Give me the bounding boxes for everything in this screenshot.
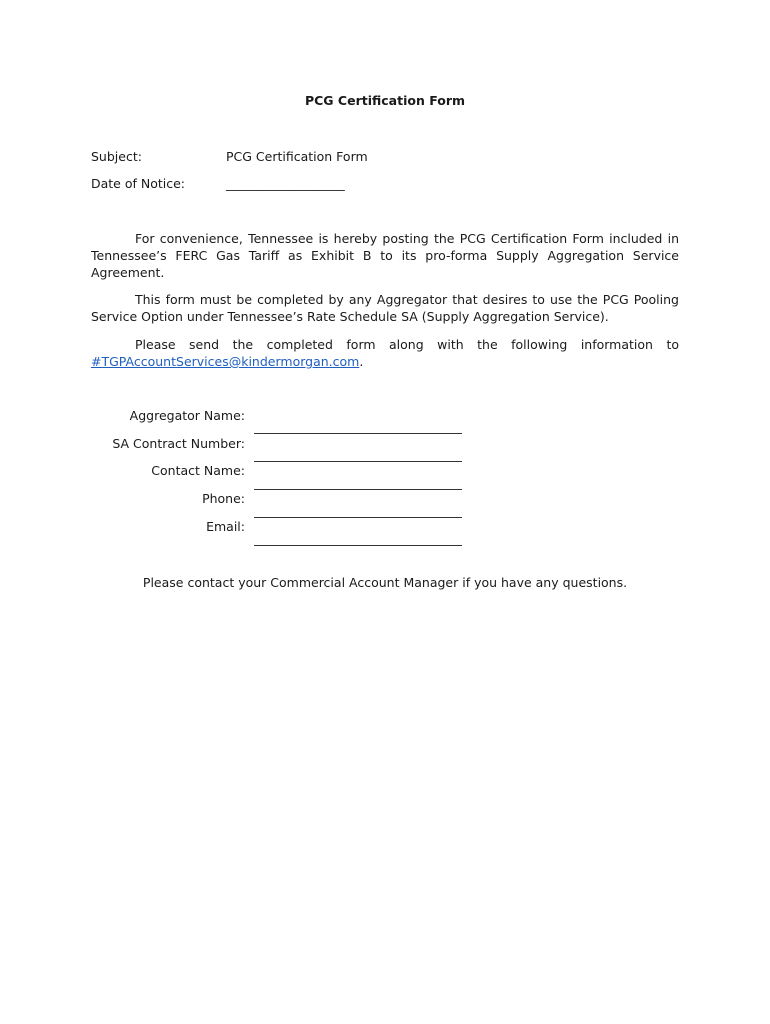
aggregator-name-label: Aggregator Name: — [129, 408, 245, 423]
send-info-text: Please send the completed form along with the following information to — [135, 337, 679, 352]
contact-name-field[interactable] — [254, 489, 462, 490]
phone-field[interactable] — [254, 517, 462, 518]
subject-label: Subject: — [91, 149, 142, 164]
paragraph-convenience: For convenience, Tennessee is hereby posting the PCG Certification Form included in Tennessee’s FERC Gas Tariff as Exhibit B to its pro-forma Supply Aggregation Service Agreement. — [91, 231, 679, 280]
email-label: Email: — [206, 519, 245, 534]
aggregator-name-field[interactable] — [254, 433, 462, 434]
closing-note — [0, 575, 770, 590]
send-info-period: . — [359, 354, 364, 369]
closing-text: Please contact your Commercial Account Manager if you have any questions. — [142, 575, 628, 590]
subject-value: PCG Certification Form — [226, 149, 368, 164]
sa-contract-number-label: SA Contract Number: — [112, 436, 245, 451]
contact-name-label: Contact Name: — [151, 463, 245, 478]
paragraph-requirement: This form must be completed by any Aggregator that desires to use the PCG Pooling Service Option under Tennessee’s Rate Schedule SA (Supply Aggregation Service). — [91, 292, 679, 324]
email-field[interactable] — [254, 545, 462, 546]
date-of-notice-value: ___________________ — [226, 176, 345, 191]
sa-contract-number-field[interactable] — [254, 461, 462, 462]
email-link[interactable]: #TGPAccountServices@kindermorgan.com — [91, 354, 360, 369]
page-title: PCG Certification Form — [304, 93, 466, 108]
date-of-notice-label: Date of Notice: — [91, 176, 186, 191]
paragraph-send-info — [91, 336, 679, 370]
phone-label: Phone: — [202, 491, 245, 506]
